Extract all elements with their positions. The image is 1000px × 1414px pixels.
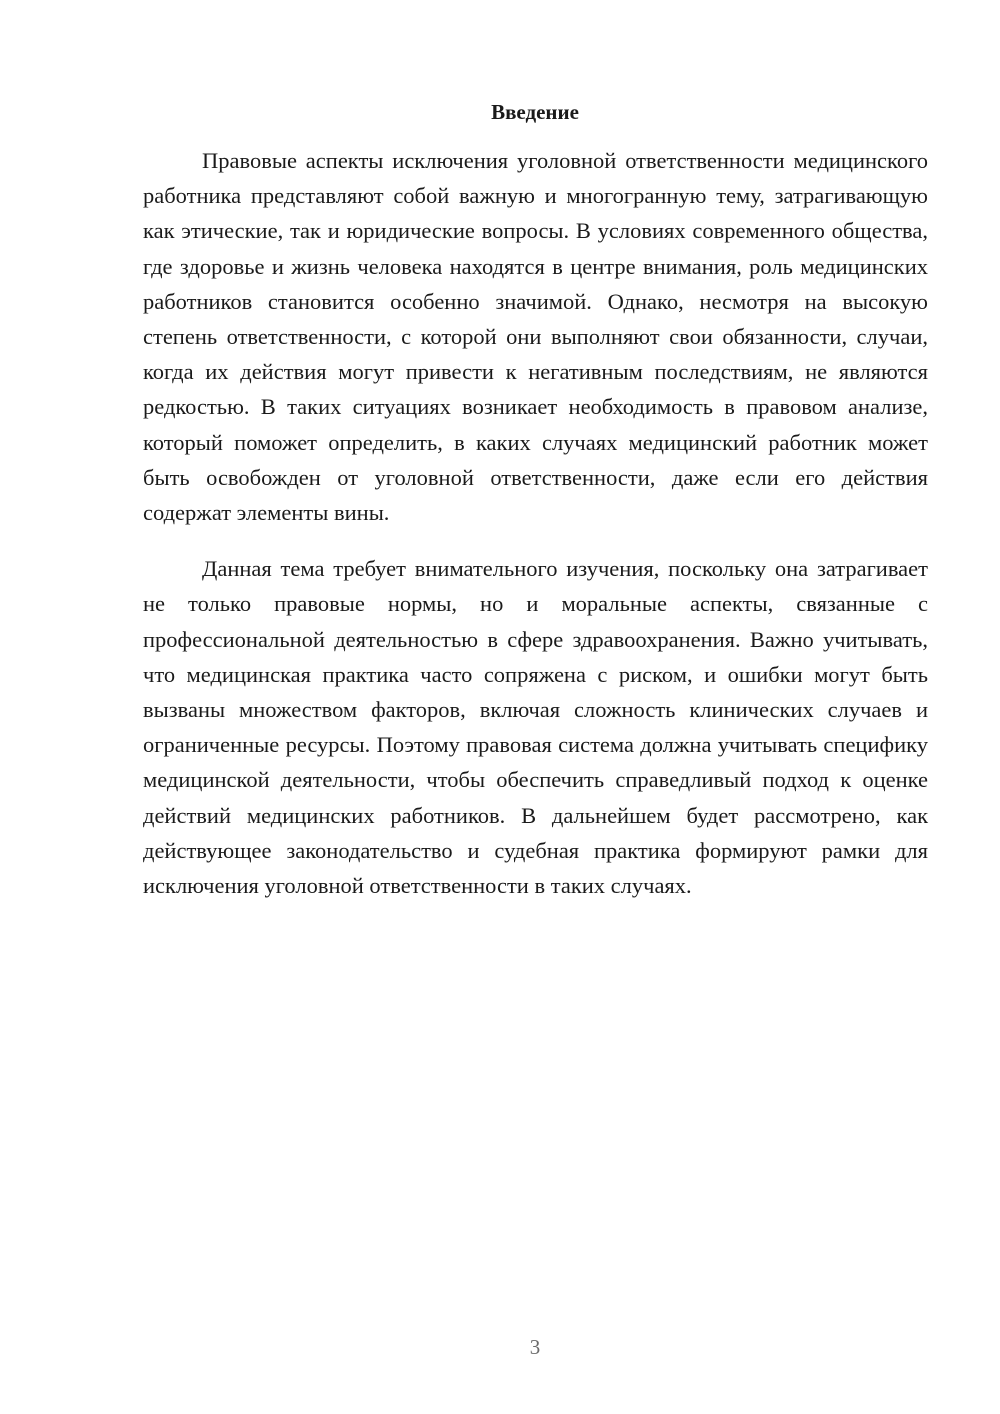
paragraph-1: Правовые аспекты исключения уголовной ответственности медицинского работника представляют собой важную и многогранную тему, затрагивающую как этические, так и юридические вопросы. В условиях современного общества, где здоровье и жизнь человека находятся в центре внимания, роль медицинских работников становится особенно значимой. Однако, несмотря на высокую степень ответственности, с которой они выполняют свои обязанности, случаи, когда их действия могут привести к негативным последствиям, не являются редкостью. В таких ситуациях возникает необходимость в правовом анализе, который поможет определить, в каких случаях медицинский работник может быть освобожден от уголовной ответственности, даже если его действия содержат элементы вины.	[143, 148, 928, 526]
page-number: 3	[529, 1335, 541, 1359]
paragraph-2: Данная тема требует внимательного изучения, поскольку она затрагивает не только правовые нормы, но и моральные аспекты, связанные с профессиональной деятельностью в сфере здравоохранения. Важно учитывать, что медицинская практика часто сопряжена с риском, и ошибки могут быть вызваны множеством факторов, включая сложность клинических случаев и ограниченные ресурсы. Поэтому правовая система должна учитывать специфику медицинской деятельности, чтобы обеспечить справедливый подход к оценке действий медицинских работников. В дальнейшем будет рассмотрено, как действующее законодательство и судебная практика формируют рамки для исключения уголовной ответственности в таких случаях.	[143, 556, 928, 899]
section-heading: Введение	[491, 100, 579, 124]
body-text	[143, 143, 928, 903]
